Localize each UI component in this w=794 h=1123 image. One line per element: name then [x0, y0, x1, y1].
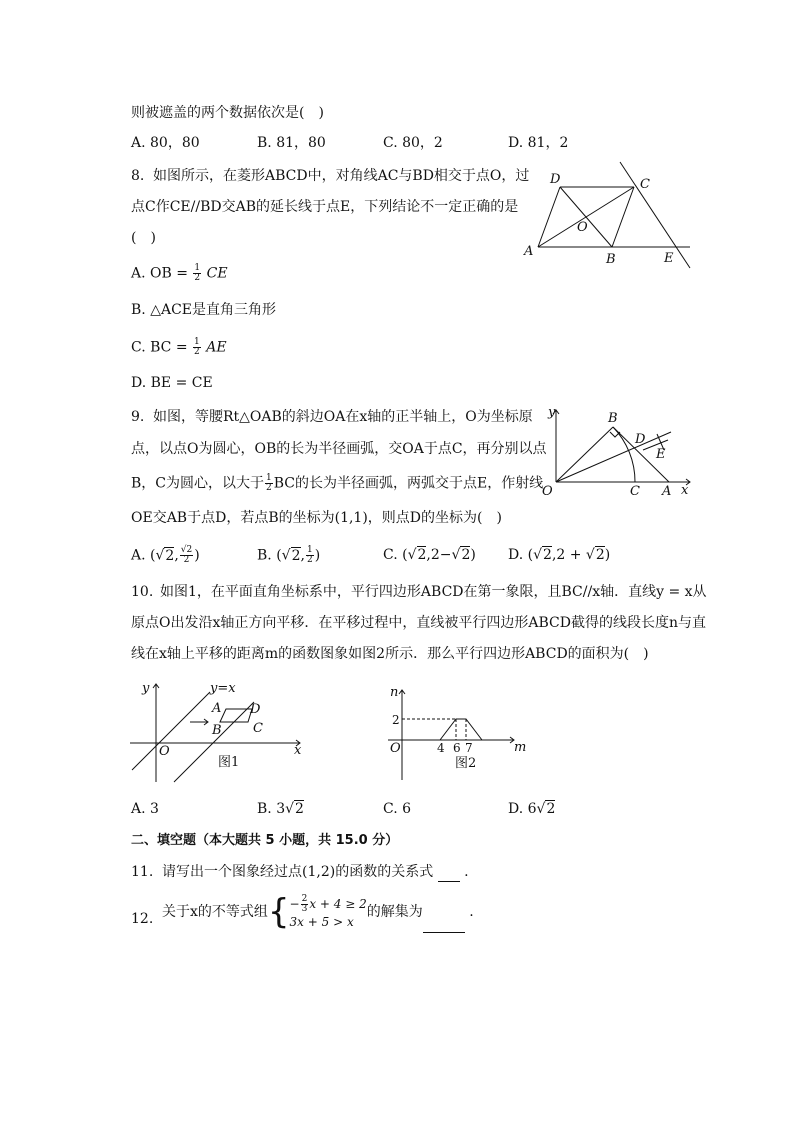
sqrt-radicand: 2 [165, 547, 175, 564]
q8-option-c-prefix: C. BC = [131, 339, 188, 356]
side-cb [612, 187, 634, 247]
sqrt-radicand: 2 [417, 547, 427, 563]
q9-option-d[interactable]: D. (√2,2 + √2) [508, 547, 611, 563]
sqrt-radicand: 2 [295, 801, 304, 817]
q11-answer-blank[interactable] [438, 863, 460, 882]
row1-rest: x + 4 ≥ 2 [309, 896, 367, 911]
q10-option-b[interactable]: B. 3√2 [257, 801, 304, 817]
option-prefix: C. ( [383, 547, 408, 563]
minus-sign: − [289, 896, 300, 911]
brace-icon: { [267, 892, 290, 932]
label-o: O [577, 220, 588, 235]
q7-option-b[interactable]: B. 81，80 [257, 135, 326, 151]
fraction-denominator: 2 [194, 347, 200, 357]
q8-stem-line2: 点C作CE//BD交AB的延长线于点E，下列结论不一定正确的是 [131, 199, 519, 215]
row1-fraction [301, 895, 309, 914]
label-c: C [640, 177, 650, 192]
label-a: A [662, 484, 672, 499]
q8-option-a-suffix: CE [206, 265, 228, 282]
q8-option-a-fraction [193, 264, 201, 283]
sqrt-radicand: 2 [546, 801, 556, 817]
fraction-numerator: 1 [306, 545, 313, 555]
option-prefix: B. 3 [257, 801, 286, 817]
fraction-numerator: 2 [301, 893, 308, 904]
sqrt-radicand: 2 [461, 547, 471, 563]
label-c: C [630, 484, 640, 499]
fraction-numerator: 1 [266, 473, 272, 483]
q10-option-d[interactable]: D. 6√2 [508, 801, 556, 817]
fraction-numerator: 1 [194, 337, 200, 347]
q9-line3-suffix: BC的长为半径画弧，两弧交于点E，作射线 [273, 475, 544, 492]
q9-number: 9. [131, 409, 145, 425]
q12-post: 的解集为 [366, 904, 423, 920]
q9-option-a[interactable]: A. (√2, $\frac{√2}{2}$ ) [131, 545, 200, 565]
option-separator: , [174, 547, 179, 564]
fraction-denominator: 2 [266, 483, 272, 493]
q7-option-d[interactable]: D. 81，2 [508, 135, 569, 151]
label-n: n [390, 685, 399, 700]
q8-option-c-suffix: AE [206, 339, 227, 356]
q8-option-c-fraction [193, 338, 201, 357]
option-prefix: D. ( [508, 547, 534, 563]
q11-text: 请写出一个图象经过点(1,2)的函数的关系式 [162, 864, 434, 880]
option-close: ) [470, 547, 476, 563]
label-y: y [548, 405, 556, 420]
q12-answer-blank[interactable] [423, 892, 465, 933]
q7-option-c[interactable]: C. 80，2 [383, 135, 443, 151]
q9-stem-line2: 点，以点O为圆心，OB的长为半径画弧，交OA于点C，再分别以点 [131, 441, 547, 457]
side-ad [538, 187, 560, 247]
q9-line3-fraction [265, 474, 273, 493]
inequality-row-1 [290, 895, 367, 914]
tick-7: 7 [465, 741, 473, 755]
label-c: C [253, 721, 263, 736]
q9-stem-line3 [131, 474, 543, 493]
fraction-numerator: 1 [194, 263, 201, 273]
q9-stem-line4: OE交AB于点D，若点B的坐标为(1,1)，则点D的坐标为( ) [131, 510, 502, 526]
q8-option-d[interactable]: D. BE = CE [131, 375, 213, 391]
option-separator: , [300, 547, 305, 564]
sqrt-radicand: 2 [595, 547, 605, 563]
q8-stem-line3: ( ) [131, 230, 156, 246]
q10-option-c[interactable]: C. 6 [383, 801, 412, 817]
q8-option-a-prefix: A. OB = [131, 265, 188, 282]
q8-stem-line1: 如图所示，在菱形ABCD中，对角线AC与BD相交于点O，过 [153, 168, 530, 184]
label-d: D [635, 432, 646, 447]
section2-title: 二、填空题（本大题共 5 小题，共 15.0 分） [131, 833, 399, 848]
q9-option-c[interactable]: C. (√2,2−√2) [383, 547, 476, 563]
label-e: E [656, 447, 666, 462]
q10-number: 10. [131, 584, 154, 600]
q10-option-a[interactable]: A. 3 [131, 801, 159, 817]
option-close: ) [314, 547, 321, 564]
label-o: O [542, 484, 553, 499]
q10-stem-line3: 线在x轴上平移的距离m的函数图象如图2所示．那么平行四边形ABCD的面积为( ) [131, 646, 649, 662]
label-a: A [524, 244, 534, 259]
label-d: D [550, 172, 561, 187]
fraction-denominator: 2 [306, 555, 313, 565]
q11-stem [162, 863, 469, 882]
label-y: y [142, 681, 150, 696]
label-o: O [390, 741, 401, 756]
option-prefix: A. ( [131, 547, 156, 564]
label-d: D [250, 702, 261, 717]
function-graph [440, 719, 482, 740]
label-line-yx: y=x [210, 681, 236, 696]
q10-figure1 [128, 676, 308, 786]
option-prefix: D. 6 [508, 801, 537, 817]
inequality-system [290, 895, 367, 930]
q12-stem [162, 892, 474, 933]
label-b: B [212, 723, 222, 738]
q10-figure2 [386, 682, 534, 786]
q11-end: . [464, 864, 469, 880]
q10-stem-line1: 如图1，在平面直角坐标系中，平行四边形ABCD在第一象限，且BC//x轴．直线y = x从 [160, 584, 707, 600]
label-e: E [664, 251, 674, 266]
q8-option-b[interactable]: B. △ACE是直角三角形 [131, 302, 276, 318]
label-x: x [294, 743, 302, 758]
inequality-row-2: 3x + 5 > x [289, 914, 354, 929]
q12-pre: 关于x的不等式组 [162, 904, 268, 920]
q9-line3-prefix: B，C为圆心，以大于 [131, 475, 264, 492]
segment-ob [556, 427, 613, 482]
line-ce [620, 162, 690, 268]
figure1-caption: 图1 [218, 755, 240, 770]
fraction-denominator: 2 [194, 273, 201, 283]
label-m: m [514, 740, 527, 755]
q9-option-b[interactable]: B. (√2, $\frac{1}{2}$ ) [257, 545, 321, 565]
label-b: B [608, 411, 618, 426]
q12-end: . [469, 904, 474, 920]
q9-stem-line1: 如图，等腰Rt△OAB的斜边OA在x轴的正半轴上，O为坐标原 [153, 409, 533, 425]
ray-oe [556, 432, 671, 482]
tick-6: 6 [453, 741, 461, 755]
q8-option-c[interactable] [131, 338, 227, 357]
fraction-denominator: 3 [301, 903, 308, 914]
fraction-denominator: 2 [183, 555, 190, 565]
q8-rhombus-figure [520, 170, 700, 270]
q7-option-a[interactable]: A. 80，80 [131, 135, 200, 151]
option-close: ) [194, 547, 200, 564]
q10-stem-line2: 原点O出发沿x轴正方向平移．在平移过程中，直线被平行四边形ABCD截得的线段长度n与直 [131, 615, 706, 631]
label-a: A [212, 701, 222, 716]
option-fraction [306, 546, 314, 565]
label-x: x [681, 483, 689, 498]
option-close: ) [604, 547, 611, 563]
q8-option-a[interactable] [131, 264, 228, 283]
q9-construction-figure [540, 402, 700, 502]
tick-2: 2 [392, 713, 400, 727]
label-o: O [159, 744, 170, 759]
q12-number: 12. [131, 911, 154, 927]
sqrt-radicand: 2 [291, 547, 301, 564]
option-prefix: B. ( [257, 547, 282, 564]
fraction-numerator: √2 [180, 545, 193, 555]
option-separator: ,2 + [551, 547, 582, 563]
option-fraction [180, 546, 193, 565]
sqrt-radicand: 2 [543, 547, 552, 563]
q8-number: 8. [131, 168, 145, 184]
tick-4: 4 [437, 741, 445, 755]
option-separator: ,2− [426, 547, 452, 563]
figure2-caption: 图2 [455, 756, 477, 771]
q11-number: 11. [131, 864, 154, 880]
diagonal-bd [560, 187, 612, 247]
q7-tail-text: 则被遮盖的两个数据依次是( ) [131, 105, 324, 121]
label-b: B [606, 252, 616, 267]
